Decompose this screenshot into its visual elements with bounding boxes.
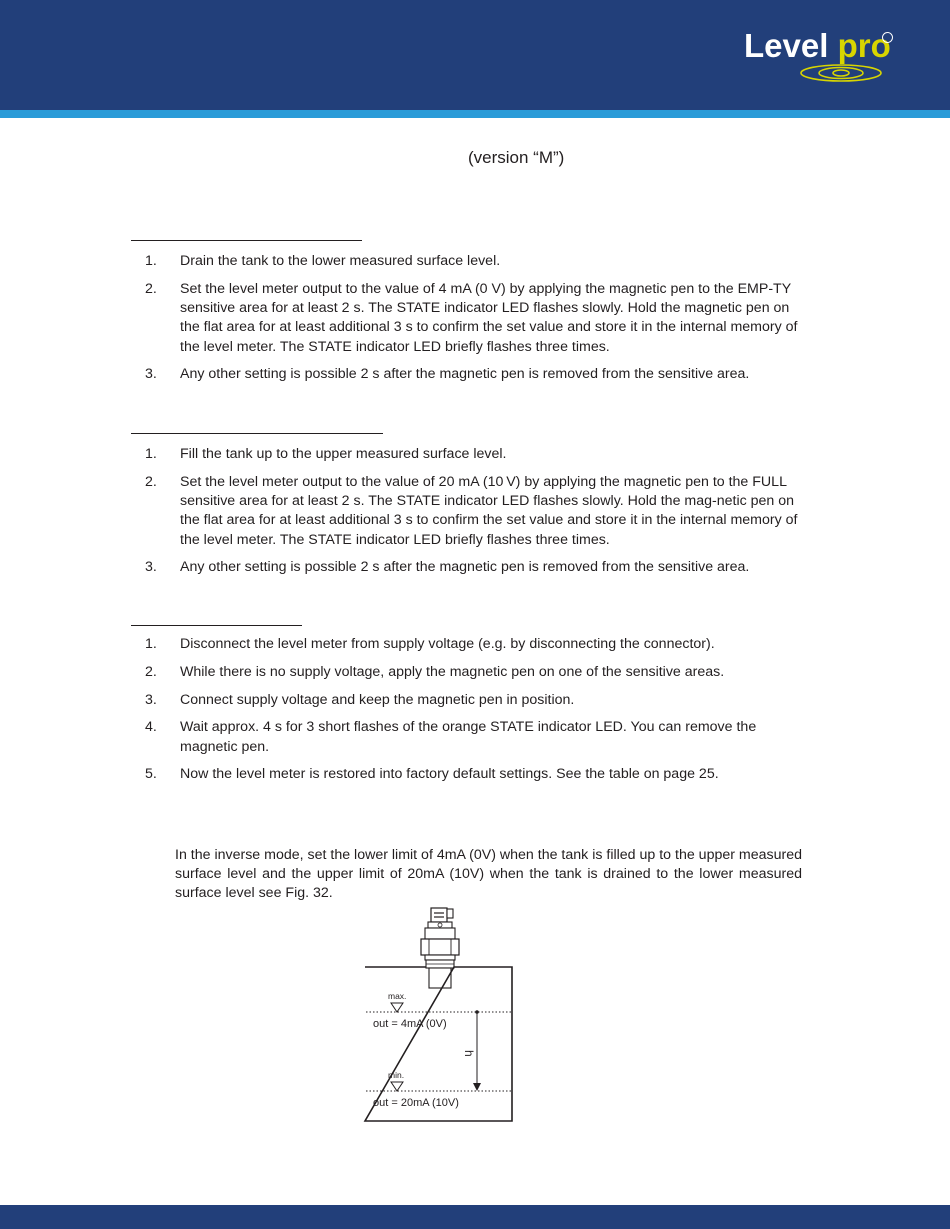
logo-level: Level [744, 27, 829, 64]
section2-steps [131, 445, 811, 586]
list-item: 2. While there is no supply voltage, apply the magnetic pen on one of the sensitive areas. [145, 663, 725, 680]
max-level-marker-icon [391, 1003, 403, 1012]
logo-wordmark [744, 26, 891, 66]
section1-steps [131, 252, 811, 393]
min-level-label: min. [388, 1070, 405, 1080]
list-item: 1. Drain the tank to the lower measured surface level. [145, 253, 501, 269]
page-footer-band [0, 1205, 950, 1229]
logo-waves-icon [796, 62, 886, 84]
list-item: 5. Now the level meter is restored into factory default settings. See the table on page 25. [145, 766, 719, 783]
logo-pro: pro [837, 27, 891, 64]
tank-level-diagram [355, 905, 525, 1130]
list-item: 2. Set the level meter output to the value of 20 mA (10 V) by applying the magnetic pen to the FULL sensitive area for at least 2 s. The STATE indicator LED flashes slowly. Hold the mag-netic pen on the flat area for at least additional 3 s to confirm the set value and store it in the internal memory of the level meter. The STATE indicator LED briefly flashes three times. [145, 473, 798, 548]
inverse-mode-paragraph: In the inverse mode, set the lower limit of 4mA (0V) when the tank is filled up to the upper measured surface level and the upper limit of 20mA (10V) when the tank is drained to the lower measured surface level see Fig. 32. [175, 847, 802, 901]
list-item: 3. Any other setting is possible 2 s after the magnetic pen is removed from the sensitive area. [145, 366, 750, 383]
list-item: 2. Set the level meter output to the value of 4 mA (0 V) by applying the magnetic pen to the EMP-TY sensitive area for at least 2 s. The STATE indicator LED flashes slowly. Hold the magnetic pen on the flat area for at least additional 3 s to confirm the set value and store it in the internal memory of the level meter. The STATE indicator LED briefly flashes three times. [145, 280, 798, 355]
header-accent-stripe [0, 110, 950, 118]
min-level-marker-icon [391, 1082, 403, 1091]
section3-heading-rule [131, 625, 302, 626]
logo-circle-icon [882, 32, 893, 43]
list-item: 1. Fill the tank up to the upper measured surface level. [145, 446, 507, 462]
output-at-max-label: out = 4mA (0V) [373, 1018, 447, 1030]
section1-heading-rule [131, 240, 362, 241]
list-item: 4. Wait approx. 4 s for 3 short flashes of the orange STATE indicator LED. You can remove the magnetic pen. [145, 719, 757, 755]
list-item: 1. Disconnect the level meter from supply voltage (e.g. by disconnecting the connector). [145, 636, 715, 652]
height-h-label: h [462, 1050, 476, 1057]
page-header-band [0, 0, 950, 110]
section2-heading-rule [131, 433, 383, 434]
max-level-label: max. [388, 991, 407, 1001]
level-sensor-icon [421, 908, 459, 988]
list-item: 3. Any other setting is possible 2 s after the magnetic pen is removed from the sensitive area. [145, 559, 750, 576]
list-item: 3. Connect supply voltage and keep the magnetic pen in position. [145, 691, 575, 708]
level-pro-logo [740, 26, 900, 86]
output-at-min-label: out = 20mA (10V) [373, 1097, 459, 1109]
section3-steps [131, 635, 811, 793]
version-title: (version “M”) [468, 148, 565, 167]
